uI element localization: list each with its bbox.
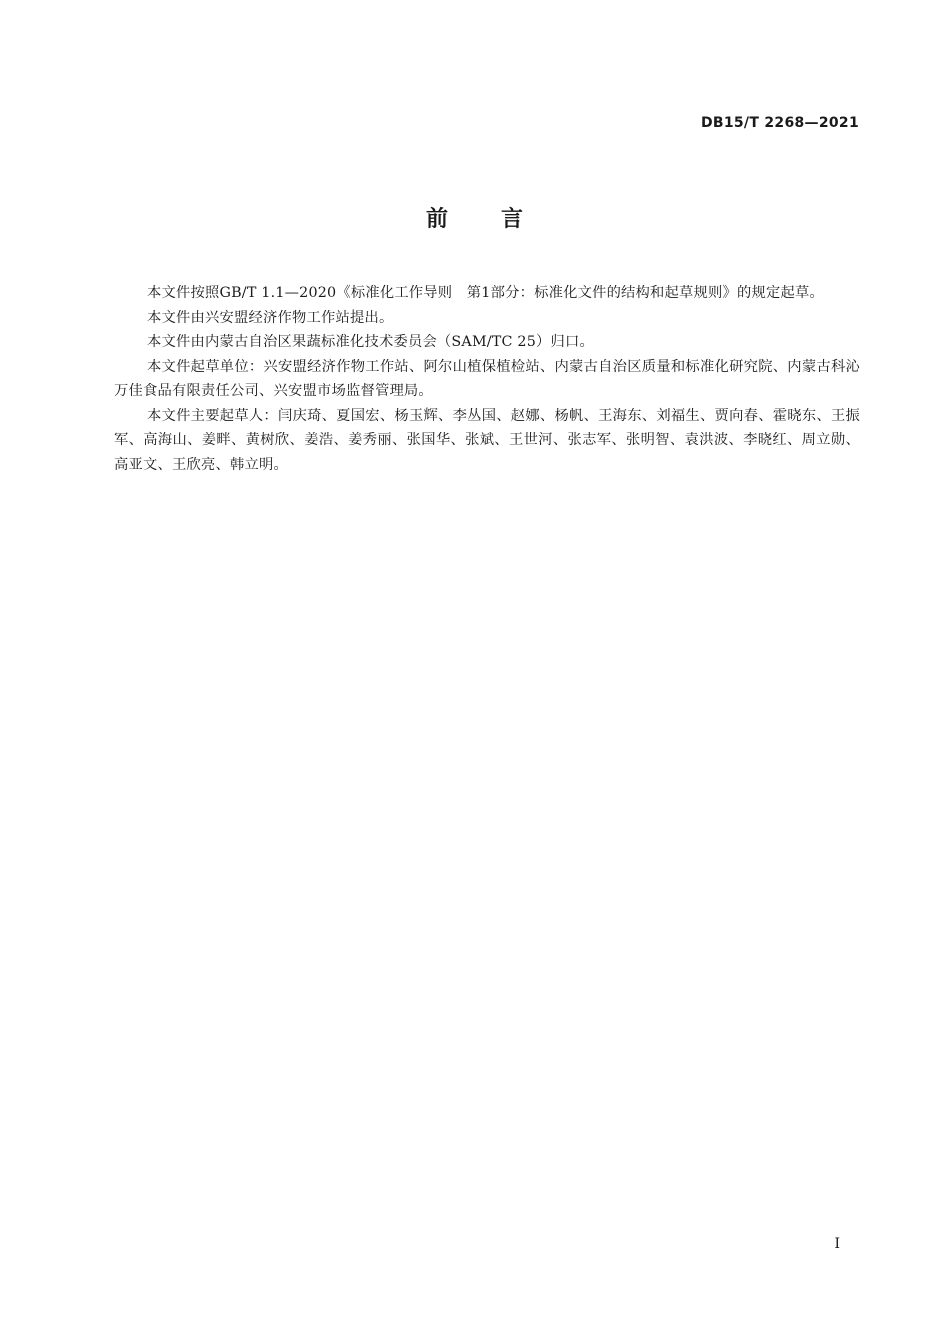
- page-title: [0, 202, 950, 233]
- foreword-body: [114, 281, 860, 477]
- paragraph-drafting-units: 本文件起草单位：兴安盟经济作物工作站、阿尔山植保植检站、内蒙古自治区质量和标准化研究院、内蒙古科沁万佳食品有限责任公司、兴安盟市场监督管理局。: [114, 358, 860, 399]
- paragraph-drafting-rules: 本文件按照GB/T 1.1—2020《标准化工作导则 第1部分：标准化文件的结构和起草规则》的规定起草。: [147, 285, 825, 301]
- paragraph-main-drafters: 本文件主要起草人：闫庆琦、夏国宏、杨玉辉、李丛国、赵娜、杨帆、王海东、刘福生、贾向春、霍晓东、王振军、高海山、姜畔、黄树欣、姜浩、姜秀丽、张国华、张斌、王世河、张志军、张明智、袁洪波、李晓红、周立勋、高亚文、王欣亮、韩立明。: [114, 407, 860, 473]
- paragraph-administrator: 本文件由内蒙古自治区果蔬标准化技术委员会（SAM/TC 25）归口。: [147, 334, 595, 350]
- page-title-part-2: 言: [501, 207, 525, 232]
- document-code: DB15/T 2268—2021: [700, 115, 859, 131]
- page-title-part-1: 前: [425, 207, 449, 232]
- paragraph-proposer: 本文件由兴安盟经济作物工作站提出。: [147, 309, 394, 326]
- page-number: I: [834, 1236, 840, 1252]
